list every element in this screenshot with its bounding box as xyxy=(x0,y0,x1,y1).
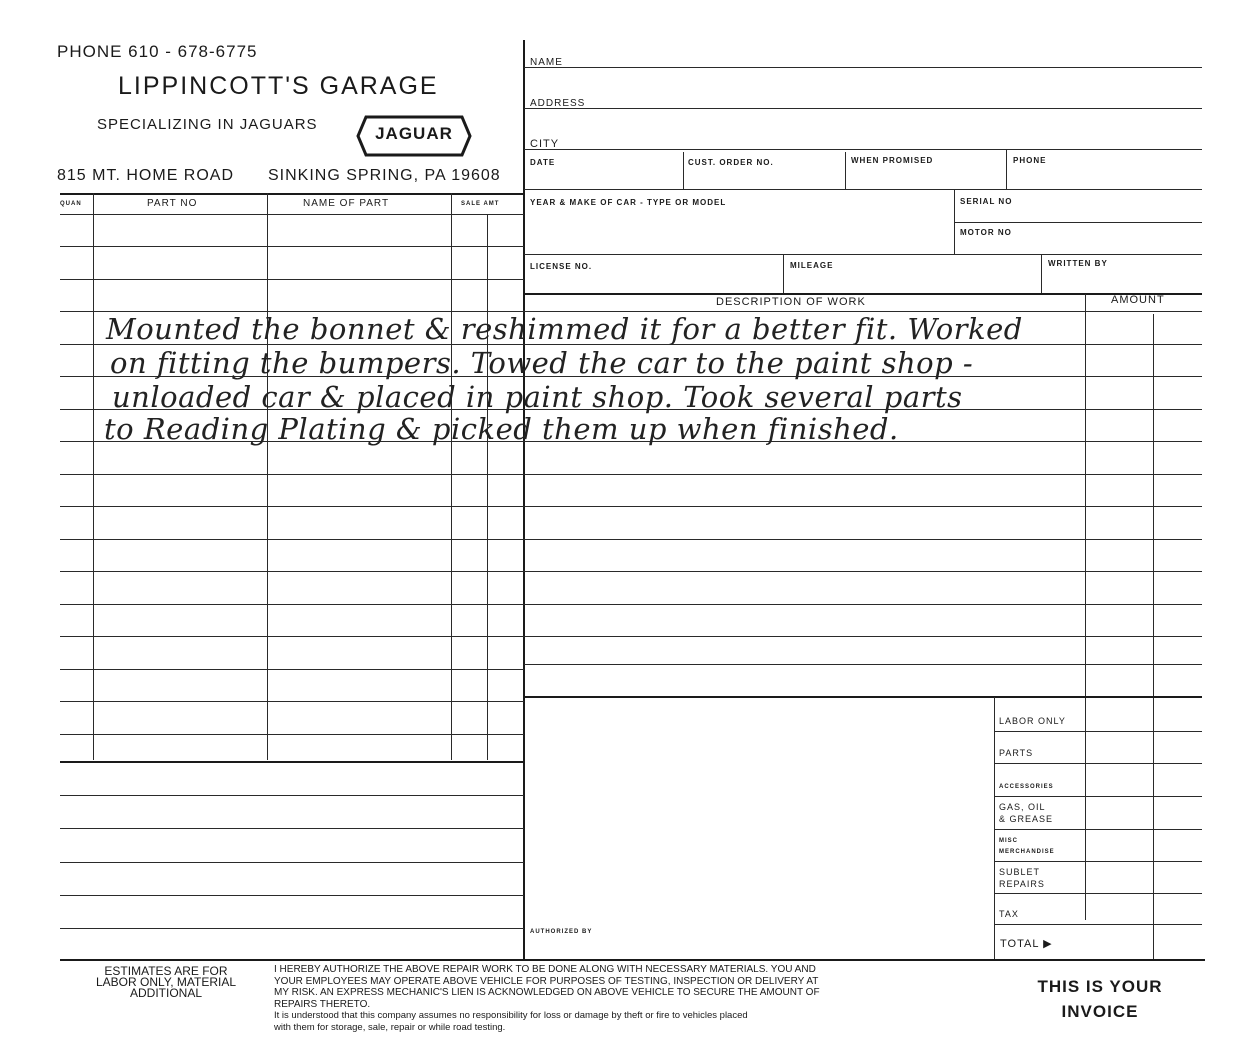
serial-line xyxy=(955,222,1202,223)
street-address: 815 MT. HOME ROAD xyxy=(57,167,235,184)
name-label: NAME xyxy=(530,57,563,68)
license-row-line xyxy=(524,293,1202,295)
estimates-line-1: ESTIMATES ARE FOR xyxy=(104,964,228,978)
parts-row xyxy=(60,246,524,247)
when-promised-label: WHEN PROMISED xyxy=(851,156,934,165)
estimates-line-2: LABOR ONLY, MATERIAL xyxy=(95,975,237,989)
totals-row xyxy=(995,893,1202,894)
serial-label: SERIAL NO xyxy=(960,197,1013,206)
authorized-by-label: AUTHORIZED BY xyxy=(530,929,593,935)
name-line[interactable] xyxy=(524,67,1202,68)
parts-row xyxy=(60,636,524,637)
parts-row xyxy=(60,214,524,215)
desc-row xyxy=(524,506,1202,507)
cust-order-label: CUST. ORDER NO. xyxy=(688,158,774,167)
business-name: LIPPINCOTT'S GARAGE xyxy=(118,72,439,100)
blank-row xyxy=(60,828,524,829)
parts-row xyxy=(60,701,524,702)
invoice-line-2: INVOICE xyxy=(1061,1002,1139,1021)
city-line[interactable] xyxy=(524,149,1202,150)
authorization-line-3: MY RISK. AN EXPRESS MECHANIC'S LIEN IS ACKNOWLEDGED ON ABOVE VEHICLE TO SECURE THE AMOUNT OF xyxy=(274,987,820,998)
desc-row xyxy=(524,571,1202,572)
desc-row xyxy=(524,604,1202,605)
desc-row xyxy=(524,474,1202,475)
parts-row xyxy=(60,539,524,540)
desc-row xyxy=(524,636,1202,637)
gas-oil-label: GAS, OIL xyxy=(999,802,1046,812)
authorization-line-2: YOUR EMPLOYEES MAY OPERATE ABOVE VEHICLE FOR PURPOSES OF TESTING, INSPECTION OR DELIVERY AT xyxy=(274,975,819,987)
sale-amt-header: SALE AMT xyxy=(461,201,500,207)
totals-row xyxy=(995,861,1202,862)
authorization-line-4: REPAIRS THERETO. xyxy=(274,998,371,1010)
handwritten-line-4: to Reading Plating & picked them up when finished. xyxy=(104,412,899,446)
repairs-label: REPAIRS xyxy=(999,879,1045,889)
info-col xyxy=(1006,150,1007,189)
totals-row xyxy=(995,731,1202,732)
parts-row xyxy=(60,474,524,475)
labor-only-label: LABOR ONLY xyxy=(999,716,1066,726)
grease-label: & GREASE xyxy=(999,814,1054,824)
totals-row xyxy=(995,829,1202,830)
amount-header: AMOUNT xyxy=(1111,294,1165,306)
invoice-note xyxy=(1010,974,1190,1024)
parts-label: PARTS xyxy=(999,748,1034,758)
totals-row xyxy=(995,796,1202,797)
parts-row xyxy=(60,506,524,507)
parts-row xyxy=(60,571,524,572)
handwritten-line-1: Mounted the bonnet & reshimmed it for a better fit. Worked xyxy=(106,312,1023,346)
form-bottom-rule xyxy=(60,959,1205,961)
totals-row xyxy=(995,763,1202,764)
handwritten-line-2: on fitting the bumpers. Towed the car to the paint shop - xyxy=(110,346,974,380)
qty-header: QUAN xyxy=(60,201,82,207)
year-make-label: YEAR & MAKE OF CAR - TYPE OR MODEL xyxy=(530,198,727,207)
totals-row xyxy=(995,924,1202,925)
desc-bottom-line xyxy=(524,696,1202,698)
date-label: DATE xyxy=(530,158,556,167)
tax-label: TAX xyxy=(999,909,1019,919)
info-col xyxy=(683,152,684,189)
address-line[interactable] xyxy=(524,108,1202,109)
parts-row xyxy=(60,669,524,670)
written-col xyxy=(1041,255,1042,293)
city-state-zip: SINKING SPRING, PA 19608 xyxy=(268,167,501,184)
parts-row xyxy=(60,279,524,280)
misc-label: MISC xyxy=(999,838,1018,844)
blank-row xyxy=(60,928,524,929)
merchandise-label: MERCHANDISE xyxy=(999,849,1055,855)
accessories-label: ACCESSORIES xyxy=(999,784,1054,790)
blank-row xyxy=(60,895,524,896)
parts-bottom-rule xyxy=(60,761,524,763)
blank-row xyxy=(60,795,524,796)
phone-number: PHONE 610 - 678-6775 xyxy=(57,42,258,61)
logo-text: JAGUAR xyxy=(375,124,453,143)
city-label: CITY xyxy=(530,138,560,150)
totals-label-col xyxy=(994,697,995,959)
address-label: ADDRESS xyxy=(530,98,586,109)
name-of-part-header: NAME OF PART xyxy=(303,198,390,209)
parts-top-rule xyxy=(60,193,524,195)
authorization-line-1: I HEREBY AUTHORIZE THE ABOVE REPAIR WORK TO BE DONE ALONG WITH NECESSARY MATERIALS. YOU AND xyxy=(274,964,816,975)
invoice-line-1: THIS IS YOUR xyxy=(1037,977,1163,996)
phone-label: PHONE xyxy=(1013,156,1047,165)
parts-col-4 xyxy=(487,215,488,760)
vehicle-row-line xyxy=(524,254,1202,255)
disclaimer-line-2: with them for storage, sale, repair or while road testing. xyxy=(274,1021,506,1033)
sublet-label: SUBLET xyxy=(999,867,1041,877)
part-no-header: PART NO xyxy=(147,198,198,209)
disclaimer-line-1: It is understood that this company assumes no responsibility for loss or damage by theft or fire to vehicles placed xyxy=(274,1010,748,1021)
main-divider xyxy=(523,40,525,960)
date-row-line xyxy=(524,189,1202,190)
blank-row xyxy=(60,862,524,863)
parts-row xyxy=(60,734,524,735)
motor-label: MOTOR NO xyxy=(960,228,1012,237)
estimates-line-3: ADDITIONAL xyxy=(129,986,202,1000)
jaguar-logo xyxy=(356,113,472,159)
license-label: LICENSE NO. xyxy=(530,262,593,271)
authorization-text xyxy=(274,964,994,1033)
estimates-note xyxy=(66,966,266,999)
handwritten-line-3: unloaded car & placed in paint shop. Took several parts xyxy=(112,380,963,414)
specialty-tagline: SPECIALIZING IN JAGUARS xyxy=(97,116,318,133)
written-by-label: WRITTEN BY xyxy=(1048,259,1108,268)
parts-row xyxy=(60,604,524,605)
total-label: TOTAL ▶ xyxy=(1000,938,1053,950)
mileage-label: MILEAGE xyxy=(790,261,834,270)
info-col xyxy=(845,152,846,189)
amount-col-left xyxy=(1085,294,1086,920)
license-col xyxy=(783,255,784,293)
desc-row xyxy=(524,539,1202,540)
description-header: DESCRIPTION OF WORK xyxy=(716,296,866,308)
desc-row xyxy=(524,664,1202,665)
